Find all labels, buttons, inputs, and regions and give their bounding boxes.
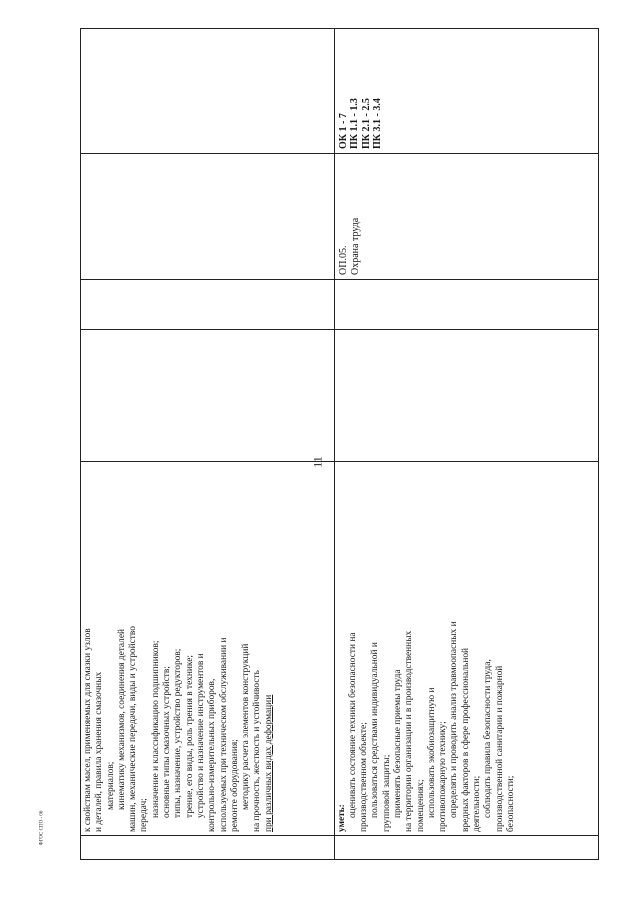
table-row [335,28,599,860]
table-cell-empty [335,279,598,329]
skills-line: оценивать состояние техники безопасности на [347,632,358,818]
table-row [80,28,335,860]
knowledge-line: используемых при техническом обслуживании и [218,637,229,832]
skills-line: вредных факторов в сфере профессиональной [460,647,471,832]
knowledge-line: устройство и назначение инструментов и [195,653,206,818]
competency-code: ОК 1 - 7 [337,113,349,149]
knowledge-line: при различных видах деформации [263,694,274,832]
curriculum-table [80,30,599,860]
skills-line: на территории организации и в производственных [404,630,415,832]
skills-line: применять безопасные приемы труда [393,669,403,818]
knowledge-line: трение, его виды, роль трения в технике; [184,655,195,818]
skills-cell [335,461,598,835]
knowledge-line: контрольно-измерительных приборов, [207,678,218,832]
knowledge-line: к свойствам масел, применяемых для смазки узлов [83,628,93,832]
table-cell-empty [81,153,334,279]
knowledge-line: материалов; [105,761,116,810]
knowledge-line: методику расчета элементов конструкций [241,643,252,810]
skills-line: определять и проводить анализ травмоопасных и [449,621,460,818]
table-cell-empty [335,835,598,859]
competency-code: ПК 1.1 - 1.3 [349,98,361,149]
knowledge-line: назначение и классификацию подшипников; [150,640,161,818]
table-cell-empty [81,835,334,859]
skills-line: групповой защиты; [381,754,392,832]
curriculum-table-container [80,30,599,860]
skills-line: деятельности; [472,775,483,832]
knowledge-line: ремонте оборудования; [229,739,240,832]
knowledge-list [83,465,275,832]
skills-list [337,465,518,832]
knowledge-line: и деталей, правила хранения смазочных [94,671,105,832]
knowledge-cell [81,461,334,835]
competency-code: ПК 2.1 - 2.5 [360,98,372,149]
knowledge-line: кинематику механизмов, соединения деталей [116,628,127,810]
skills-line: использовать экобиозащитную и [426,687,437,818]
table-cell-empty [81,29,334,153]
skills-line: производственном объекте; [359,722,370,832]
skills-line: пользоваться средствами индивидуальной и [370,642,381,818]
skills-line: соблюдать правила безопасности труда, [483,659,494,818]
discipline-cell [335,153,598,279]
skills-line: противопожарную технику; [438,721,449,832]
knowledge-line: машин, механические передачи, виды и устройство [128,626,139,832]
knowledge-line: передач; [139,798,150,832]
footer-code: ФГОС СПО - 06 [39,810,45,846]
page-number: 11 [310,456,325,468]
skills-line: производственной санитарии и пожарной [494,665,505,832]
knowledge-line: типы, назначение, устройство редукторов; [173,648,184,818]
table-cell-empty [81,329,334,461]
skills-line: помещениях; [415,779,426,832]
knowledge-line: основные типы смазочных устройств; [162,666,173,818]
knowledge-line: на прочность, жесткость и устойчивость [252,670,263,832]
competency-code: ПК 3.1 - 3.4 [372,98,384,149]
discipline-name: Охрана труда [349,217,361,275]
table-cell-empty [81,279,334,329]
skills-heading: уметь: [336,804,347,832]
discipline-code: ОП.05. [337,245,349,275]
skills-line: безопасности; [505,775,516,832]
competencies-cell [335,29,598,153]
table-cell-empty [335,329,598,461]
